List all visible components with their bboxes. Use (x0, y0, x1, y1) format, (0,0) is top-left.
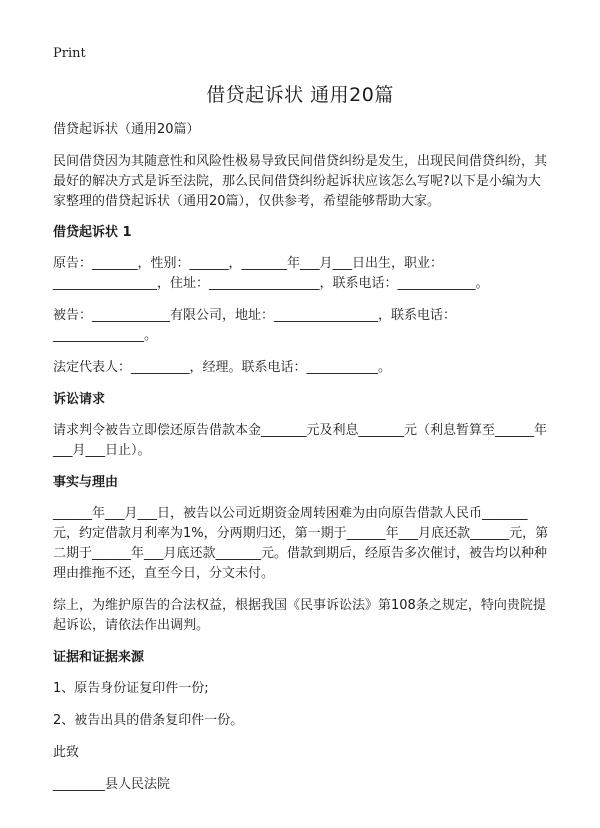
document-subtitle: 借贷起诉状（通用20篇） (53, 122, 200, 137)
document-title: 借贷起诉状 通用20篇 (206, 84, 394, 106)
print-link[interactable]: Print (53, 46, 86, 61)
claims-heading: 诉讼请求 (53, 392, 106, 407)
section-heading-1: 借贷起诉状 1 (53, 225, 132, 240)
evidence-item: 2、被告出具的借条复印件一份。 (53, 713, 244, 728)
facts-heading: 事实与理由 (53, 475, 119, 490)
plaintiff-paragraph: 原告：_______，性别：______，_______年___月___日出生，职业：________________，住址：_________________，联系电话：____________。 (53, 256, 489, 291)
legal-representative-paragraph: 法定代表人：_________，经理。联系电话：___________。 (53, 360, 392, 375)
evidence-item: 1、原告身份证复印件一份; (53, 681, 209, 696)
court-name: ________县人民法院 (53, 777, 171, 792)
conclusion-paragraph: 综上，为维护原告的合法权益，根据我国《民事诉讼法》第108条之规定，特向贵院提起诉讼，请依法作出调判。 (53, 598, 546, 633)
facts-paragraph: ______年___月___日，被告以公司近期资金周转困难为由向原告借款人民币_______元，约定借款月利率为1%，分两期归还，第一期于______年___月底还款______元，第二期于______年___月底还款_______元。借款到期后，经原告多次催讨，被告均以种种理由推拖不还，直至今日，分文未付。 (53, 506, 549, 581)
defendant-paragraph: 被告：____________有限公司，地址：________________，联系电话：______________。 (53, 308, 457, 343)
intro-paragraph: 民间借贷因为其随意性和风险性极易导致民间借贷纠纷是发生，出现民间借贷纠纷，其最好的解决方式是诉至法院，那么民间借贷纠纷起诉状应该怎么写呢?以下是小编为大家整理的借贷起诉状（通用20篇），仅供参考，希望能够帮助大家。 (53, 154, 548, 209)
document-body (53, 120, 553, 795)
claims-paragraph: 请求判令被告立即偿还原告借款本金_______元及利息_______元（利息暂算至______年___月___日止）。 (53, 423, 548, 458)
closing-text: 此致 (53, 745, 80, 760)
evidence-heading: 证据和证据来源 (53, 650, 145, 665)
